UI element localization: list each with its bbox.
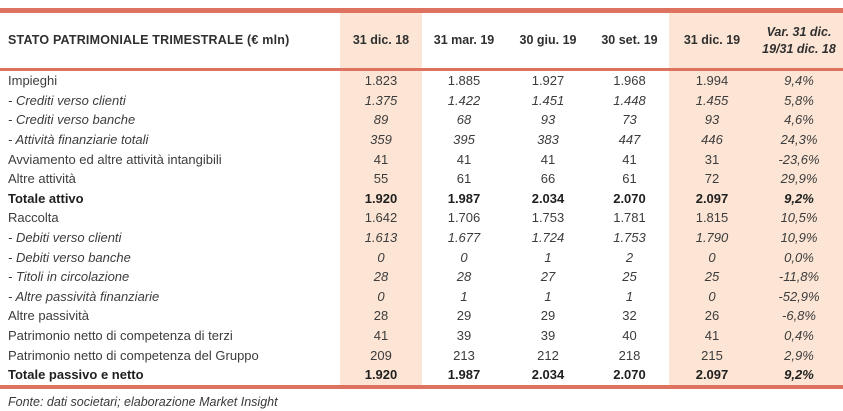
value-cell: 68: [456, 112, 472, 128]
value-cell: 1.375: [340, 91, 422, 111]
table-row: [0, 208, 843, 228]
value-cell: 218: [618, 347, 641, 363]
value-cell: 446: [669, 130, 755, 150]
column-header-30-set-19: 30 set. 19: [590, 11, 669, 70]
value-cell: 2.097: [669, 189, 755, 209]
value-cell: 29: [540, 308, 556, 324]
value-cell: 27: [540, 269, 556, 285]
row-label: Patrimonio netto di competenza di terzi: [8, 328, 233, 344]
value-cell: 0: [460, 249, 468, 265]
value-cell: 383: [537, 132, 559, 148]
column-header-31-dic-18: 31 dic. 18: [340, 11, 422, 70]
row-label: - Debiti verso banche: [8, 249, 131, 265]
value-cell: 40: [622, 328, 637, 344]
column-header-30-giu-19: 30 giu. 19: [506, 11, 590, 70]
value-cell: 39: [540, 328, 556, 344]
value-cell: 1.724: [531, 230, 565, 246]
header-row: [0, 11, 843, 70]
table-row: [0, 247, 843, 267]
value-cell: 26: [669, 306, 755, 326]
value-cell: 209: [340, 345, 422, 365]
value-cell: 72: [669, 169, 755, 189]
table-row: [0, 267, 843, 287]
value-cell: 41: [622, 151, 637, 167]
value-cell: 55: [340, 169, 422, 189]
table-row: [0, 287, 843, 307]
table-row: [0, 70, 843, 91]
value-cell: 0: [340, 247, 422, 267]
variation-cell: 9,4%: [755, 70, 843, 91]
table-row: [0, 365, 843, 387]
table-row: [0, 91, 843, 111]
row-label: Avviamento ed altre attività intangibili: [8, 151, 222, 167]
variation-cell: 10,9%: [755, 228, 843, 248]
value-cell: 41: [540, 151, 556, 167]
row-label: Altre attività: [8, 171, 76, 187]
value-cell: 1.642: [340, 208, 422, 228]
value-cell: 1.815: [669, 208, 755, 228]
value-cell: 215: [669, 345, 755, 365]
row-label: - Titoli in circolazione: [8, 269, 130, 285]
table-row: [0, 345, 843, 365]
value-cell: 1.920: [340, 189, 422, 209]
row-label: Totale passivo e netto: [8, 367, 144, 383]
value-cell: 1.448: [613, 92, 646, 108]
value-cell: 359: [340, 130, 422, 150]
variation-cell: 9,2%: [755, 365, 843, 387]
table-row: [0, 110, 843, 130]
value-cell: 41: [340, 326, 422, 346]
value-cell: 2.034: [531, 190, 565, 206]
value-cell: 1.706: [447, 210, 481, 226]
row-label: Totale attivo: [8, 190, 84, 206]
value-cell: 41: [340, 149, 422, 169]
table-row: [0, 130, 843, 150]
table-row: [0, 189, 843, 209]
value-cell: 0: [669, 287, 755, 307]
value-cell: 1.920: [340, 365, 422, 387]
value-cell: 1.677: [447, 230, 481, 246]
value-cell: 1.455: [669, 91, 755, 111]
value-cell: 25: [622, 269, 637, 285]
value-cell: 1: [544, 249, 552, 265]
value-cell: 2.097: [669, 365, 755, 387]
value-cell: 0: [669, 247, 755, 267]
row-label: - Debiti verso clienti: [8, 230, 122, 246]
table-row: [0, 306, 843, 326]
value-cell: 0: [340, 287, 422, 307]
table-title: STATO PATRIMONIALE TRIMESTRALE (€ mln): [0, 11, 340, 70]
value-cell: 2.034: [531, 367, 565, 383]
value-cell: 1.790: [669, 228, 755, 248]
value-cell: 66: [540, 171, 556, 187]
variation-cell: -6,8%: [755, 306, 843, 326]
value-cell: 2.070: [613, 367, 646, 383]
value-cell: 29: [456, 308, 472, 324]
value-cell: 61: [622, 171, 637, 187]
value-cell: 1: [544, 288, 552, 304]
variation-cell: -11,8%: [755, 267, 843, 287]
value-cell: 25: [669, 267, 755, 287]
row-label: - Crediti verso banche: [8, 112, 136, 128]
value-cell: 31: [669, 149, 755, 169]
value-cell: 39: [456, 328, 472, 344]
column-header-31-mar-19: 31 mar. 19: [422, 11, 506, 70]
variation-cell: 5,8%: [755, 91, 843, 111]
table-row: [0, 169, 843, 189]
source-note: Fonte: dati societari; elaborazione Market Insight: [8, 394, 278, 409]
variation-cell: -52,9%: [755, 287, 843, 307]
table-body: [0, 70, 843, 387]
column-header-variation: Var. 31 dic. 19/31 dic. 18: [755, 11, 843, 70]
row-label: Raccolta: [8, 210, 59, 226]
value-cell: 1.451: [531, 92, 565, 108]
value-cell: 1.968: [613, 73, 646, 89]
value-cell: 1.987: [447, 367, 481, 383]
value-cell: 1: [625, 288, 634, 304]
table-row: [0, 228, 843, 248]
value-cell: 447: [618, 132, 641, 148]
variation-cell: 29,9%: [755, 169, 843, 189]
row-label: - Altre passività finanziarie: [8, 288, 160, 304]
value-cell: 1.753: [613, 230, 646, 246]
value-cell: 1.927: [531, 73, 565, 89]
row-label: - Crediti verso clienti: [8, 92, 126, 108]
value-cell: 1.781: [613, 210, 646, 226]
value-cell: 1.823: [340, 70, 422, 91]
value-cell: 28: [340, 306, 422, 326]
row-label: - Attività finanziarie totali: [8, 132, 149, 148]
row-label: Altre passività: [8, 308, 89, 324]
value-cell: 61: [456, 171, 472, 187]
value-cell: 2: [625, 249, 634, 265]
value-cell: 73: [622, 112, 637, 128]
value-cell: 212: [537, 347, 559, 363]
variation-cell: 24,3%: [755, 130, 843, 150]
value-cell: 1.422: [447, 92, 481, 108]
value-cell: 395: [453, 132, 475, 148]
variation-cell: 0,0%: [755, 247, 843, 267]
value-cell: 89: [340, 110, 422, 130]
value-cell: 213: [453, 347, 475, 363]
value-cell: 1.613: [340, 228, 422, 248]
row-label: Impieghi: [8, 73, 58, 89]
value-cell: 41: [456, 151, 472, 167]
variation-cell: 4,6%: [755, 110, 843, 130]
value-cell: 1.753: [531, 210, 565, 226]
table-row: [0, 326, 843, 346]
value-cell: 1.885: [447, 73, 481, 89]
variation-cell: 9,2%: [755, 189, 843, 209]
quarterly-balance-sheet-table: [0, 8, 843, 389]
row-label: Patrimonio netto di competenza del Gruppo: [8, 347, 259, 363]
value-cell: 1.994: [669, 70, 755, 91]
value-cell: 28: [340, 267, 422, 287]
value-cell: 32: [622, 308, 637, 324]
value-cell: 2.070: [613, 190, 646, 206]
variation-cell: -23,6%: [755, 149, 843, 169]
value-cell: 1.987: [447, 190, 481, 206]
table-row: [0, 149, 843, 169]
column-header-31-dic-19: 31 dic. 19: [669, 11, 755, 70]
value-cell: 28: [456, 269, 472, 285]
value-cell: 41: [669, 326, 755, 346]
value-cell: 93: [669, 110, 755, 130]
variation-cell: 10,5%: [755, 208, 843, 228]
variation-cell: 2,9%: [755, 345, 843, 365]
variation-cell: 0,4%: [755, 326, 843, 346]
value-cell: 93: [540, 112, 556, 128]
value-cell: 1: [460, 288, 468, 304]
